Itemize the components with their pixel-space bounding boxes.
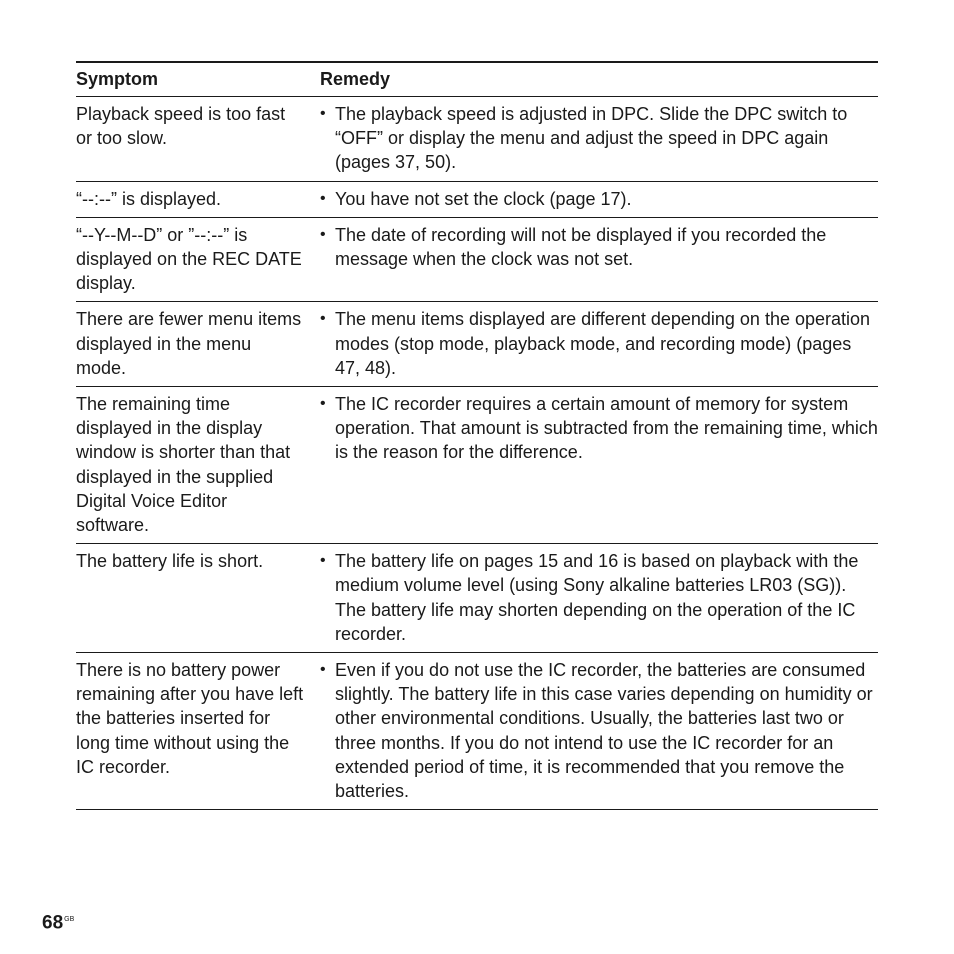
remedy-item bbox=[320, 223, 878, 271]
table-row bbox=[76, 544, 878, 653]
bullet-icon: • bbox=[320, 552, 326, 570]
symptom-cell: The remaining time displayed in the display window is shorter than that displayed in the supplied Digital Voice Editor software. bbox=[76, 394, 291, 536]
remedy-text: The date of recording will not be displayed if you recorded the message when the clock was not set. bbox=[335, 224, 827, 270]
remedy-item bbox=[320, 549, 878, 646]
remedy-text: Even if you do not use the IC recorder, the batteries are consumed slightly. The battery life in this case varies depending on humidity or other environmental conditions. Usually, the batteries last two or three months. If you do not intend to use the IC recorder for an extended period of time, it is recommended that you remove the batteries. bbox=[335, 660, 873, 802]
table-row bbox=[76, 181, 878, 217]
remedy-item bbox=[320, 102, 878, 175]
remedy-item bbox=[320, 307, 878, 380]
remedy-cell bbox=[320, 302, 878, 387]
remedy-item bbox=[320, 392, 878, 465]
symptom-cell: “--Y--M--D” or ”--:--” is displayed on the REC DATE display. bbox=[76, 224, 302, 294]
bullet-icon: • bbox=[320, 189, 326, 207]
page-number: 68 bbox=[42, 912, 64, 934]
page-footer bbox=[42, 909, 74, 934]
remedy-cell bbox=[320, 181, 878, 217]
remedy-text: The playback speed is adjusted in DPC. Slide the DPC switch to “OFF” or display the menu and adjust the speed in DPC again (pages 37, 50). bbox=[335, 104, 848, 173]
remedy-cell bbox=[320, 653, 878, 810]
remedy-text: You have not set the clock (page 17). bbox=[335, 188, 632, 209]
table-header bbox=[76, 62, 878, 97]
remedy-item bbox=[320, 187, 878, 211]
page-language-suffix: GB bbox=[64, 916, 75, 923]
symptom-cell: “--:--” is displayed. bbox=[76, 188, 222, 209]
table-row bbox=[76, 97, 878, 182]
header-symptom: Symptom bbox=[76, 69, 159, 89]
remedy-cell bbox=[320, 544, 878, 653]
table-row bbox=[76, 217, 878, 302]
bullet-icon: • bbox=[320, 661, 326, 679]
bullet-icon: • bbox=[320, 310, 326, 328]
remedy-text: The battery life on pages 15 and 16 is based on playback with the medium volume level (using Sony alkaline batteries LR03 (SG)). The battery life may shorten depending on the operation of the IC recorder. bbox=[335, 551, 859, 644]
table-body bbox=[76, 97, 878, 810]
table-row bbox=[76, 653, 878, 810]
symptom-cell: Playback speed is too fast or too slow. bbox=[76, 104, 286, 149]
remedy-item bbox=[320, 658, 878, 803]
table-row bbox=[76, 387, 878, 544]
remedy-text: The menu items displayed are different depending on the operation modes (stop mode, playback mode, and recording mode) (pages 47, 48). bbox=[335, 309, 871, 378]
header-remedy: Remedy bbox=[320, 69, 391, 89]
remedy-cell bbox=[320, 217, 878, 302]
bullet-icon: • bbox=[320, 105, 326, 122]
symptom-cell: There is no battery power remaining after you have left the batteries inserted for long time without using the IC recorder. bbox=[76, 660, 304, 777]
symptom-cell: The battery life is short. bbox=[76, 551, 264, 572]
troubleshooting-table bbox=[76, 61, 878, 810]
symptom-cell: There are fewer menu items displayed in the menu mode. bbox=[76, 309, 302, 378]
remedy-cell bbox=[320, 387, 878, 544]
table-row bbox=[76, 302, 878, 387]
remedy-cell bbox=[320, 97, 878, 182]
bullet-icon: • bbox=[320, 395, 326, 413]
bullet-icon: • bbox=[320, 225, 326, 243]
remedy-text: The IC recorder requires a certain amount of memory for system operation. That amount is subtracted from the remaining time, which is the reason for the difference. bbox=[335, 394, 878, 463]
table-header-row bbox=[76, 62, 878, 97]
